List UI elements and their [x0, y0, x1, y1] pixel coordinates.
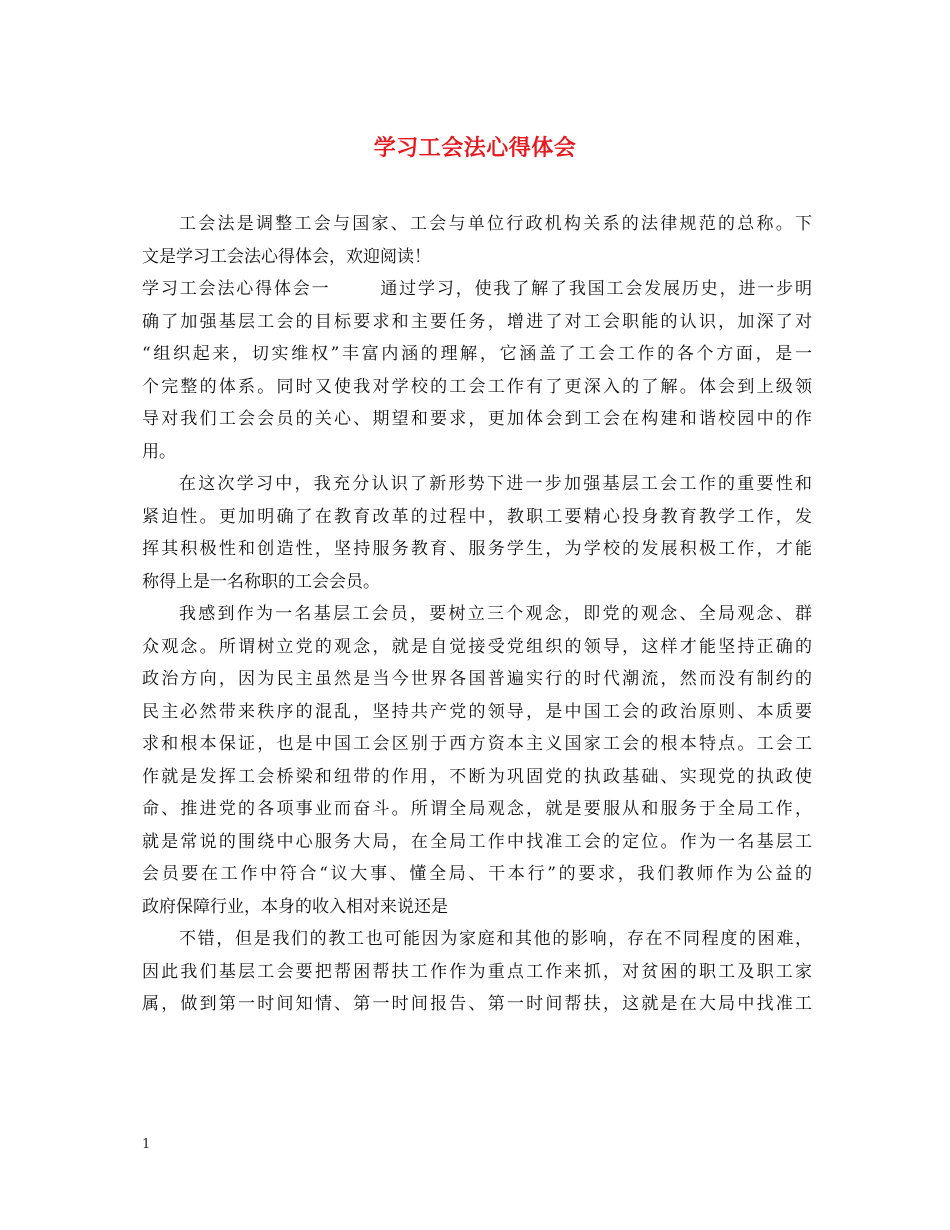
- paragraph-3-line-3: 挥其积极性和创造性，坚持服务教育、服务学生，为学校的发展积极工作，才能: [142, 539, 812, 559]
- document-title: 学习工会法心得体会: [373, 135, 577, 161]
- paragraph-5-line-3: 属，做到第一时间知情、第一时间报告、第一时间帮扶，这就是在大局中找准工: [142, 994, 812, 1014]
- document-body: [142, 208, 812, 1021]
- paragraph-3-line-2: 紧迫性。更加明确了在教育改革的过程中，教职工要精心投身教育教学工作，发: [142, 506, 812, 527]
- paragraph-4-line-6: 作就是发挥工会桥梁和纽带的作用，不断为巩固党的执政基础、实现党的执政使: [142, 766, 812, 787]
- paragraph-2-line-5: 导对我们工会会员的关心、期望和要求，更加体会到工会在构建和谐校园中的作: [142, 409, 812, 429]
- paragraph-4-line-1: 我感到作为一名基层工会员，要树立三个观念，即党的观念、全局观念、群: [179, 604, 812, 624]
- paragraph-1-line-1: 工会法是调整工会与国家、工会与单位行政机构关系的法律规范的总称。下: [179, 214, 812, 234]
- paragraph-5-line-1: 不错，但是我们的教工也可能因为家庭和其他的影响，存在不同程度的困难，: [179, 929, 812, 949]
- paragraph-2-line-4: 个完整的体系。同时又使我对学校的工会工作有了更深入的了解。体会到上级领: [142, 376, 812, 397]
- paragraph-4-line-5: 求和根本保证，也是中国工会区别于西方资本主义国家工会的根本特点。工会工: [142, 734, 812, 754]
- paragraph-3-line-4: 称得上是一名称职的工会会员。: [142, 571, 380, 592]
- paragraph-2-line-1: [142, 273, 812, 306]
- section-heading: 学习工会法心得体会一: [142, 279, 331, 299]
- paragraph-4-line-10: 政府保障行业，本身的收入相对来说还是: [142, 896, 448, 917]
- paragraph-5-line-2: 因此我们基层工会要把帮困帮扶工作作为重点工作来抓，对贫困的职工及职工家: [142, 961, 812, 982]
- paragraph-4-line-8: 就是常说的围绕中心服务大局，在全局工作中找准工会的定位。作为一名基层工: [142, 831, 812, 852]
- paragraph-3-line-1: 在这次学习中，我充分认识了新形势下进一步加强基层工会工作的重要性和: [179, 474, 812, 494]
- paragraph-2-line-2: 确了加强基层工会的目标要求和主要任务，增进了对工会职能的认识，加深了对: [142, 311, 812, 332]
- paragraph-4-line-2: 众观念。所谓树立党的观念，就是自觉接受党组织的领导，这样才能坚持正确的: [142, 636, 812, 657]
- paragraph-4-line-4: 民主必然带来秩序的混乱，坚持共产党的领导，是中国工会的政治原则、本质要: [142, 701, 812, 722]
- paragraph-4-line-7: 命、推进党的各项事业而奋斗。所谓全局观念，就是要服从和服务于全局工作，: [142, 799, 812, 819]
- page-number: 1: [142, 1137, 151, 1152]
- paragraph-4-line-9: 会员要在工作中符合“议大事、懂全局、干本行”的要求，我们教师作为公益的: [142, 864, 812, 884]
- paragraph-2-line-1-text: 通过学习，使我了解了我国工会发展历史，进一步明: [378, 279, 812, 299]
- paragraph-2-line-6: 用。: [142, 441, 176, 462]
- paragraph-2-line-3: “组织起来，切实维权”丰富内涵的理解，它涵盖了工会工作的各个方面，是一: [142, 344, 812, 364]
- paragraph-4-line-3: 政治方向，因为民主虽然是当今世界各国普遍实行的时代潮流，然而没有制约的: [142, 669, 812, 689]
- paragraph-1-line-2: 文是学习工会法心得体会，欢迎阅读！: [142, 246, 431, 267]
